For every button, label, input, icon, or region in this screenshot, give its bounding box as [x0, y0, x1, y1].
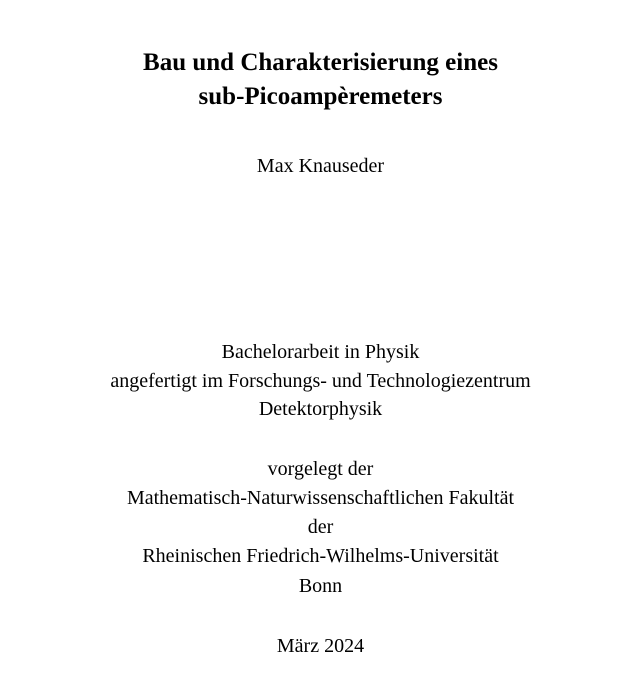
thesis-institute: angefertigt im Forschungs- und Technologiezentrum: [110, 370, 531, 392]
thesis-title-line-2: sub-Picoampèremeters: [198, 83, 443, 110]
author-name: Max Knauseder: [256, 155, 385, 177]
thesis-title-line-1: Bau und Charakterisierung eines: [143, 49, 498, 76]
submission-date: März 2024: [276, 635, 365, 657]
thesis-type: Bachelorarbeit in Physik: [221, 341, 420, 363]
faculty-name: Mathematisch-Naturwissenschaftlichen Fakultät: [126, 487, 515, 509]
university-name: Rheinischen Friedrich-Wilhelms-Universität: [142, 545, 499, 567]
submission-connector: der: [307, 516, 334, 538]
submission-intro: vorgelegt der: [267, 458, 374, 480]
university-city: Bonn: [298, 575, 343, 597]
thesis-institute-continued: Detektorphysik: [258, 398, 383, 420]
